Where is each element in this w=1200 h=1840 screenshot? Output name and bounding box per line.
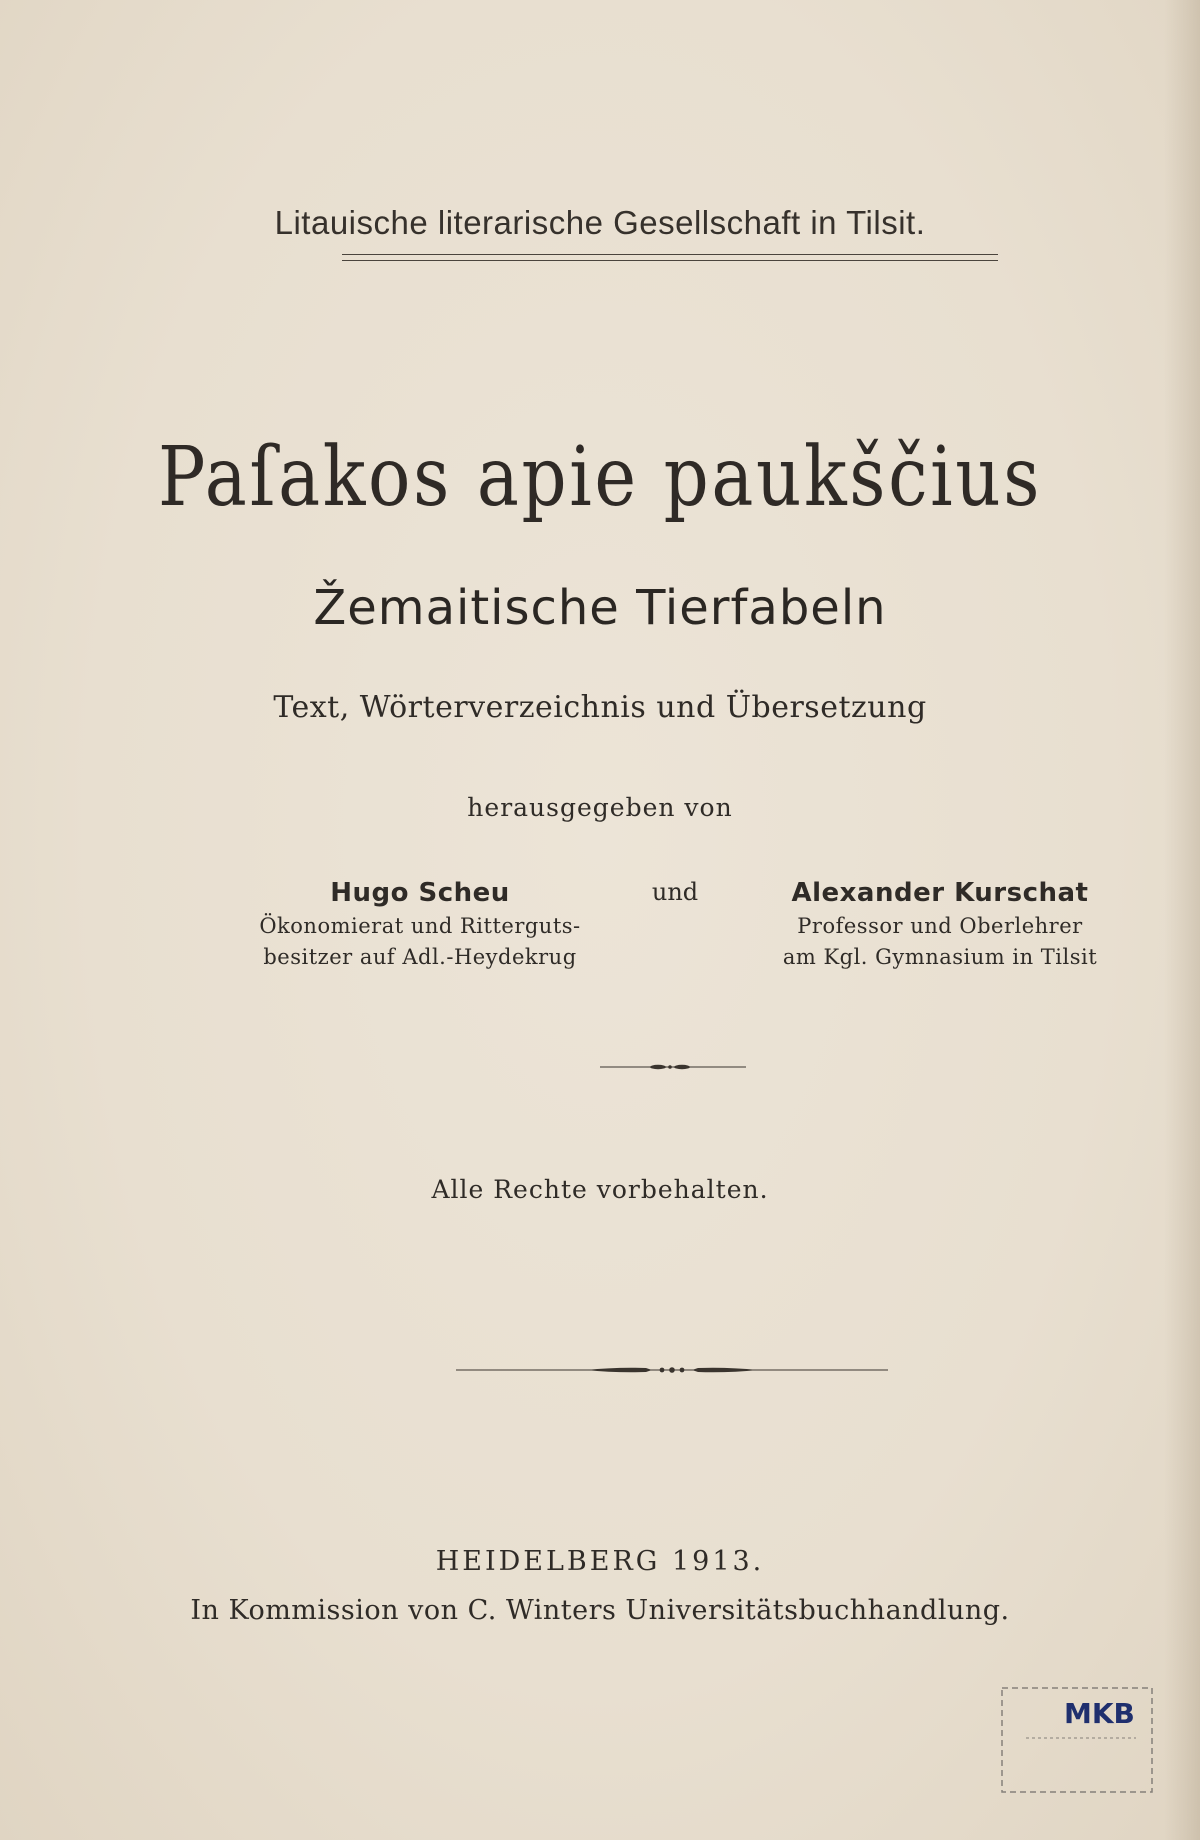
book-description: Text, Wörterverzeichnis und Übersetzung [273,690,927,725]
editor-left-title-line1: Ökonomierat und Ritterguts- [259,914,581,938]
editor-right [760,875,1120,973]
book-title: Paſakos apie paukščius [157,430,1043,525]
imprint-city-year: HEIDELBERG 1913. [435,1546,765,1577]
large-ornament-rule [456,1358,888,1382]
rights-notice: Alle Rechte vorbehalten. [431,1175,769,1204]
editor-left [250,875,590,973]
editors-conjunction: und [651,878,699,906]
edited-by-label: herausgegeben von [467,793,733,822]
editor-right-title-line1: Professor und Oberlehrer [797,914,1083,938]
society-heading: Litauische literarische Gesellschaft in Tilsit. [274,204,926,241]
editor-left-title-line2: besitzer auf Adl.-Heydekrug [263,945,577,969]
editor-right-name: Alexander Kurschat [791,878,1089,908]
small-ornament-rule [600,1057,746,1077]
imprint-publisher: In Kommission von C. Winters Universitätsbuchhandlung. [190,1595,1010,1626]
editor-left-name: Hugo Scheu [330,878,510,908]
book-subtitle: Žemaitische Tierfabeln [313,580,887,636]
library-stamp [996,1680,1160,1800]
stamp-text: MKB [1064,1697,1135,1730]
editor-right-title-line2: am Kgl. Gymnasium in Tilsit [782,945,1098,969]
double-rule [342,254,998,261]
